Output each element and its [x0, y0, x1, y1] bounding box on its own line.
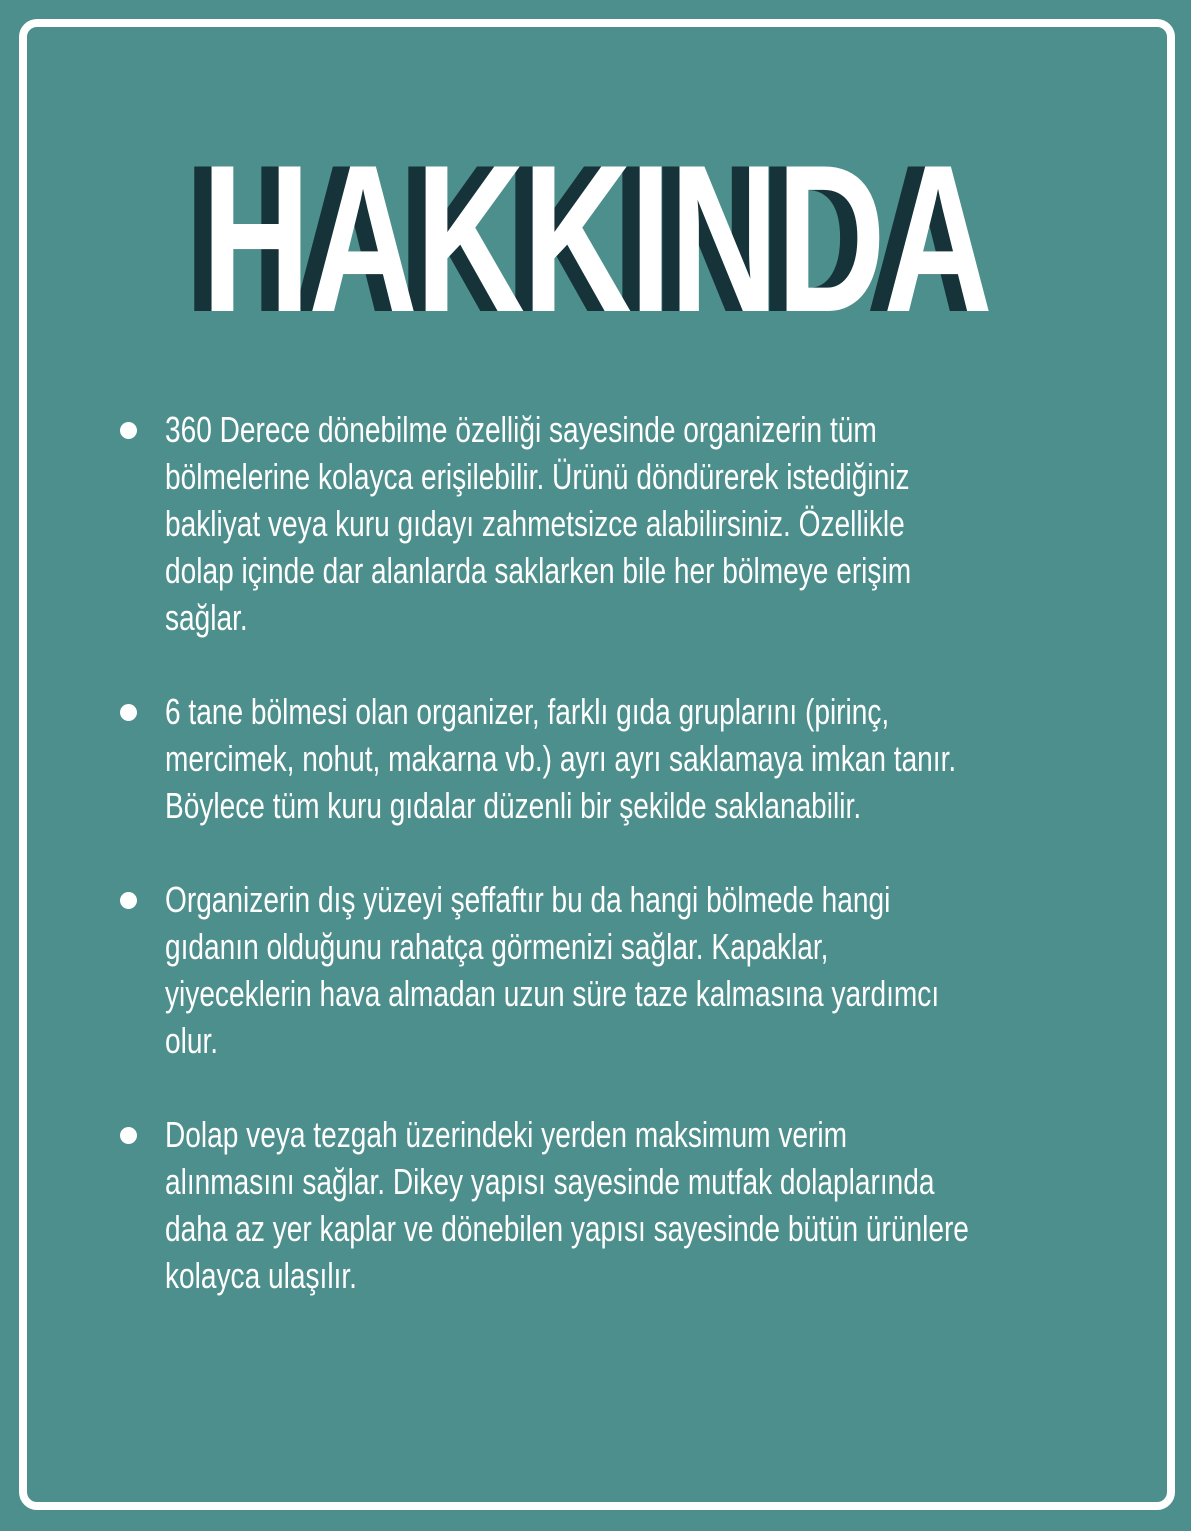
bullet-text-line: Böylece tüm kuru gıdalar düzenli bir şekilde saklanabilir.: [165, 785, 862, 826]
bullet-dot-icon: [120, 892, 137, 909]
page-title-text: HAKKINDA: [200, 121, 991, 356]
bullet-text-line: bakliyat veya kuru gıdayı zahmetsizce alabilirsiniz. Özellikle: [165, 503, 905, 544]
list-item: [120, 876, 1191, 1064]
bullet-text-line: Dolap veya tezgah üzerindeki yerden maksimum verim: [165, 1114, 848, 1155]
bullet-dot-icon: [120, 422, 137, 439]
list-item: [120, 406, 1191, 641]
bullet-text-line: sağlar.: [165, 597, 248, 638]
bullet-dot-icon: [120, 1127, 137, 1144]
bullet-text-line: daha az yer kaplar ve dönebilen yapısı sayesinde bütün ürünlere: [165, 1208, 969, 1249]
bullet-text-line: bölmelerine kolayca erişilebilir. Ürünü döndürerek istediğiniz: [165, 456, 910, 497]
bullet-text-line: yiyeceklerin hava almadan uzun süre taze kalmasına yardımcı: [165, 973, 940, 1014]
bullet-text-line: Organizerin dış yüzeyi şeffaftır bu da hangi bölmede hangi: [165, 879, 891, 920]
bullet-text-line: olur.: [165, 1020, 219, 1061]
bullet-text: [165, 1111, 969, 1299]
bullet-text-line: 6 tane bölmesi olan organizer, farklı gıda gruplarını (pirinç,: [165, 691, 890, 732]
bullet-text-line: alınmasını sağlar. Dikey yapısı sayesinde mutfak dolaplarında: [165, 1161, 935, 1202]
bullet-text-line: mercimek, nohut, makarna vb.) ayrı ayrı saklamaya imkan tanır.: [165, 738, 957, 779]
page-title: [0, 121, 1191, 356]
bullet-text-line: dolap içinde dar alanlarda saklarken bile her bölmeye erişim: [165, 550, 912, 591]
bullet-text-line: gıdanın olduğunu rahatça görmenizi sağlar. Kapaklar,: [165, 926, 829, 967]
bullet-text-line: 360 Derece dönebilme özelliği sayesinde organizerin tüm: [165, 409, 877, 450]
bullet-dot-icon: [120, 704, 137, 721]
bullet-text: [165, 876, 939, 1064]
bullet-text: [165, 406, 911, 641]
list-item: [120, 688, 1191, 829]
list-item: [120, 1111, 1191, 1299]
bullet-list: [120, 406, 1191, 1299]
bullet-text: [165, 688, 956, 829]
bullet-text-line: kolayca ulaşılır.: [165, 1255, 357, 1296]
